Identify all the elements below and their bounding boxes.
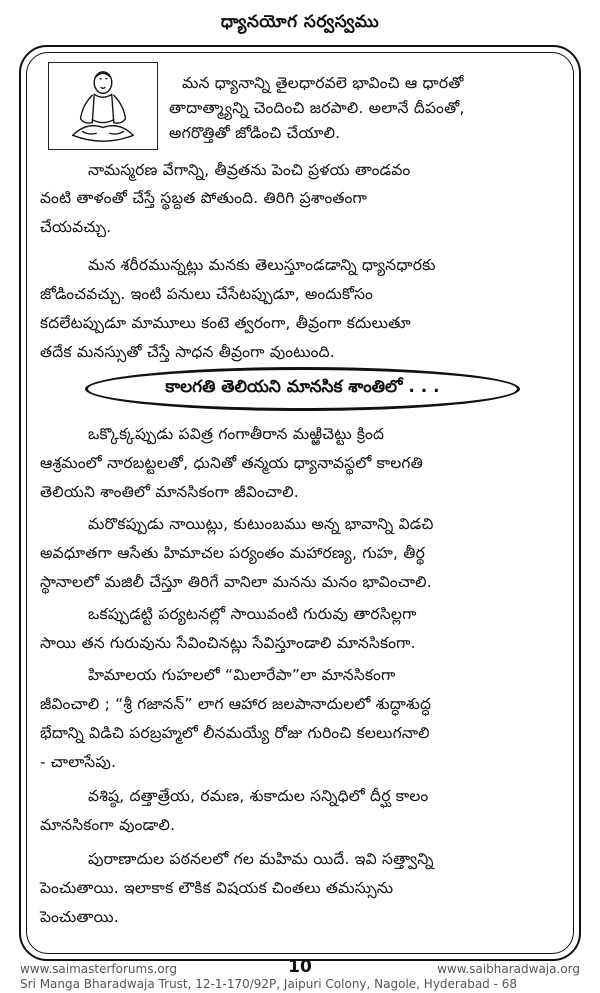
- paragraph-line: ఆశ్రమంలో నారబట్టలతో, ధునితో తన్మయ ధ్యానావస్థలో కాలగతి: [40, 454, 423, 472]
- paragraph-line: వశిష్ఠ, దత్తాత్రేయ, రమణ, శుకాదుల సన్నిధిలో దీర్ఘ కాలం: [88, 787, 429, 805]
- paragraph-line: సాయి తన గురువును సేవించినట్లు సేవిస్తూండాలి మానసికంగా.: [40, 634, 416, 652]
- page-number: 10: [288, 957, 312, 977]
- paragraph-line: అవధూతగా ఆసేతు హిమాచల పర్యంతం మహారణ్య, గుహ, తీర్థ: [40, 544, 425, 562]
- paragraph-line: కదలేటప్పుడూ మామూలు కంటె త్వరంగా, తీవ్రంగా కదులుతూ: [40, 314, 411, 332]
- section-heading: కాలగతి తెలియని మానసిక శాంతిలో . . .: [165, 377, 440, 397]
- paragraph-line: అగరొత్తితో జోడించి చేయాలి.: [169, 124, 341, 142]
- paragraph-line: మరొకప్పుడు నాయిట్లు, కుటుంబము అన్న భావాన్ని విడచి: [88, 515, 434, 533]
- paragraph-line: ఒక్కొక్కప్పుడు పవిత్ర గంగాతీరాన మఱ్ఱిచెట్టు క్రింద: [88, 425, 385, 443]
- paragraph-line: మన ధ్యానాన్ని తైలధారవలె భావించి ఆ ధారతో: [182, 74, 464, 92]
- paragraph-line: భేదాన్ని విడిచి పరబ్రహ్మలో లీనమయ్యే రోజు గురించి కలలుగనాలి: [40, 724, 430, 742]
- paragraph-line: స్థానాలలో మజిలీ చేస్తూ తిరిగే వానిలా మనను మనం భావించాలి.: [40, 573, 432, 591]
- paragraph-line: - చాలాసేపు.: [40, 753, 117, 771]
- paragraph-line: మానసికంగా వుండాలి.: [40, 816, 176, 834]
- paragraph-line: జోడించవచ్చు. ఇంటి పనులు చేసేటప్పుడూ, అందుకోసం: [40, 285, 374, 303]
- footer-publisher-address: Sri Manga Bharadwaja Trust, 12-1-170/92P, Jaipuri Colony, Nagole, Hyderabad - 68: [20, 977, 518, 991]
- section-heading-oval: [85, 367, 520, 411]
- paragraph-line: పెంచుతాయి.: [40, 908, 119, 926]
- paragraph-line: వంటి తాళంతో చేస్తే స్థబ్దత పోతుంది. తిరిగి ప్రశాంతంగా: [40, 189, 367, 207]
- paragraph-line: తాదాత్మ్యాన్ని చెందించి జరపాలి. అలానే దీపంతో,: [169, 99, 465, 117]
- footer-website-right[interactable]: www.saibharadwaja.org: [437, 962, 580, 976]
- paragraph-line: నామస్మరణ వేగాన్ని, తీవ్రతను పెంచి ప్రళయ తాండవం: [88, 161, 411, 179]
- paragraph-line: తెలియని శాంతిలో మానసికంగా జీవించాలి.: [40, 483, 299, 501]
- footer-website-left[interactable]: www.saimasterforums.org: [20, 962, 177, 976]
- paragraph-line: ఒకప్పుడట్టి పర్యటనల్లో సాయివంటి గురువు తారసిల్లగా: [88, 605, 417, 623]
- paragraph-line: మన శరీరమున్నట్లు మనకు తెలుస్తూండడాన్ని ధ్యానధారకు: [88, 256, 436, 274]
- paragraph-line: చేయవచ్చు.: [40, 218, 112, 236]
- page-header-title: ధ్యానయోగ సర్వస్వము: [220, 12, 380, 32]
- paragraph-line: పెంచుతాయి. ఇలాకాక లౌకిక విషయక చింతలు తమస్సును: [40, 879, 394, 897]
- meditating-guru-illustration: [48, 62, 158, 150]
- paragraph-line: హిమాలయ గుహలలో “మిలారేపా”లా మానసికంగా: [88, 666, 396, 684]
- meditating-figure-icon: [49, 63, 157, 149]
- paragraph-line: తదేక మనస్సుతో చేస్తే సాధన తీవ్రంగా వుంటుంది.: [40, 343, 335, 361]
- paragraph-line: పురాణాదుల పఠనలలో గల మహిమ యిదే. ఇవి సత్త్వాన్ని: [88, 850, 434, 868]
- paragraph-line: జీవించాలి ; “శ్రీ గజానన్” లాగ ఆహార జలపానాదులలో శుద్ధాశుద్ధ: [40, 695, 432, 713]
